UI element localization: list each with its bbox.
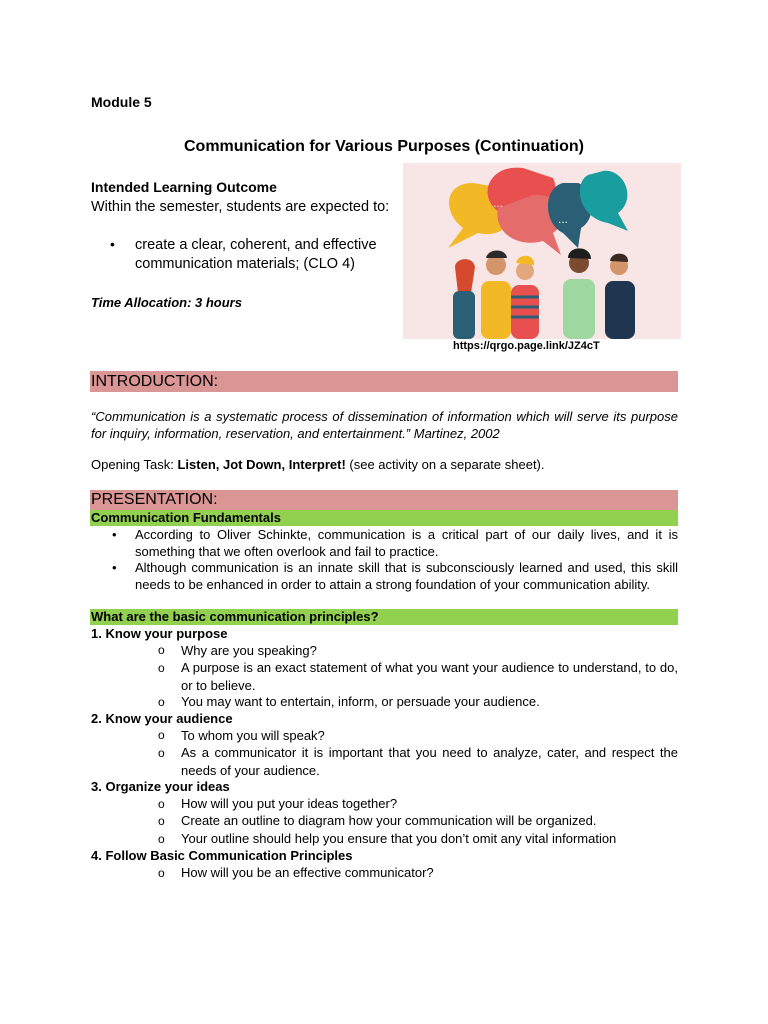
principle-item: How will you be an effective communicator?: [181, 865, 434, 880]
principle-title: 2. Know your audience: [91, 711, 233, 726]
principles-question-heading: What are the basic communication principles?: [90, 609, 678, 625]
ilo-text: Within the semester, students are expected to:: [91, 199, 390, 215]
fundamentals-heading: Communication Fundamentals: [90, 510, 678, 526]
principle-item: Create an outline to diagram how your communication will be organized.: [181, 813, 597, 828]
fundamentals-bullet: •: [112, 560, 117, 575]
image-source-link[interactable]: https://qrgo.page.link/JZ4cT: [453, 340, 600, 352]
principle-item: As a communicator it is important that you need to analyze, cater, and respect the needs of your audience.: [181, 745, 678, 778]
sub-bullet: o: [158, 643, 165, 657]
person-2-icon: [481, 251, 511, 340]
bubble-dots-1: ...: [493, 196, 504, 210]
sub-bullet: o: [158, 695, 165, 709]
module-label: Module 5: [91, 94, 152, 110]
sub-bullet: o: [158, 661, 165, 675]
opening-task-bold: Listen, Jot Down, Interpret!: [177, 457, 346, 472]
sub-bullet: o: [158, 728, 165, 742]
sub-bullet: o: [158, 746, 165, 760]
principle-item: How will you put your ideas together?: [181, 796, 398, 811]
sub-bullet: o: [158, 797, 165, 811]
opening-task-label: Opening Task:: [91, 457, 178, 472]
sub-bullet: o: [158, 832, 165, 846]
opening-task: [91, 457, 545, 472]
presentation-heading: PRESENTATION:: [90, 490, 678, 510]
bubble-dots-2: ...: [558, 212, 569, 226]
sub-bullet: o: [158, 814, 165, 828]
introduction-heading: INTRODUCTION:: [90, 371, 678, 392]
person-3-icon: [511, 256, 539, 339]
fundamentals-bullet: •: [112, 527, 117, 542]
principle-item: Your outline should help you ensure that you don’t omit any vital information: [181, 831, 617, 846]
sub-bullet: o: [158, 866, 165, 880]
principle-item: You may want to entertain, inform, or persuade your audience.: [181, 694, 540, 709]
fundamentals-item: Although communication is an innate skill that is subconsciously learned and used, this skill needs to be enhanced in order to attain a strong foundation of your communication ability.: [135, 560, 678, 592]
ilo-item: create a clear, coherent, and effective communication materials; (CLO 4): [135, 237, 377, 272]
principle-title: 4. Follow Basic Communication Principles: [91, 848, 353, 863]
people-talking-illustration: [403, 163, 681, 339]
principle-item: To whom you will speak?: [181, 728, 325, 743]
principle-item: Why are you speaking?: [181, 643, 317, 658]
person-1-icon: [453, 259, 475, 339]
time-allocation: Time Allocation: 3 hours: [91, 295, 242, 310]
person-4-icon: [563, 248, 595, 339]
opening-task-rest: (see activity on a separate sheet).: [345, 457, 545, 472]
page-title: Communication for Various Purposes (Continuation): [183, 138, 584, 155]
principle-title: 1. Know your purpose: [91, 626, 228, 641]
principle-item: A purpose is an exact statement of what you want your audience to understand, to do, or to believe.: [181, 660, 678, 693]
principle-title: 3. Organize your ideas: [91, 779, 230, 794]
ilo-heading: Intended Learning Outcome: [91, 179, 277, 195]
ilo-bullet: •: [110, 236, 115, 252]
person-5-icon: [605, 254, 635, 339]
introduction-quote: “Communication is a systematic process of dissemination of information which will serve its purpose for inquiry, information, reservation, and entertainment.” Martinez, 2002: [91, 409, 678, 441]
fundamentals-item: According to Oliver Schinkte, communication is a critical part of our daily lives, and it is something that we often overlook and fail to practice.: [135, 527, 678, 559]
